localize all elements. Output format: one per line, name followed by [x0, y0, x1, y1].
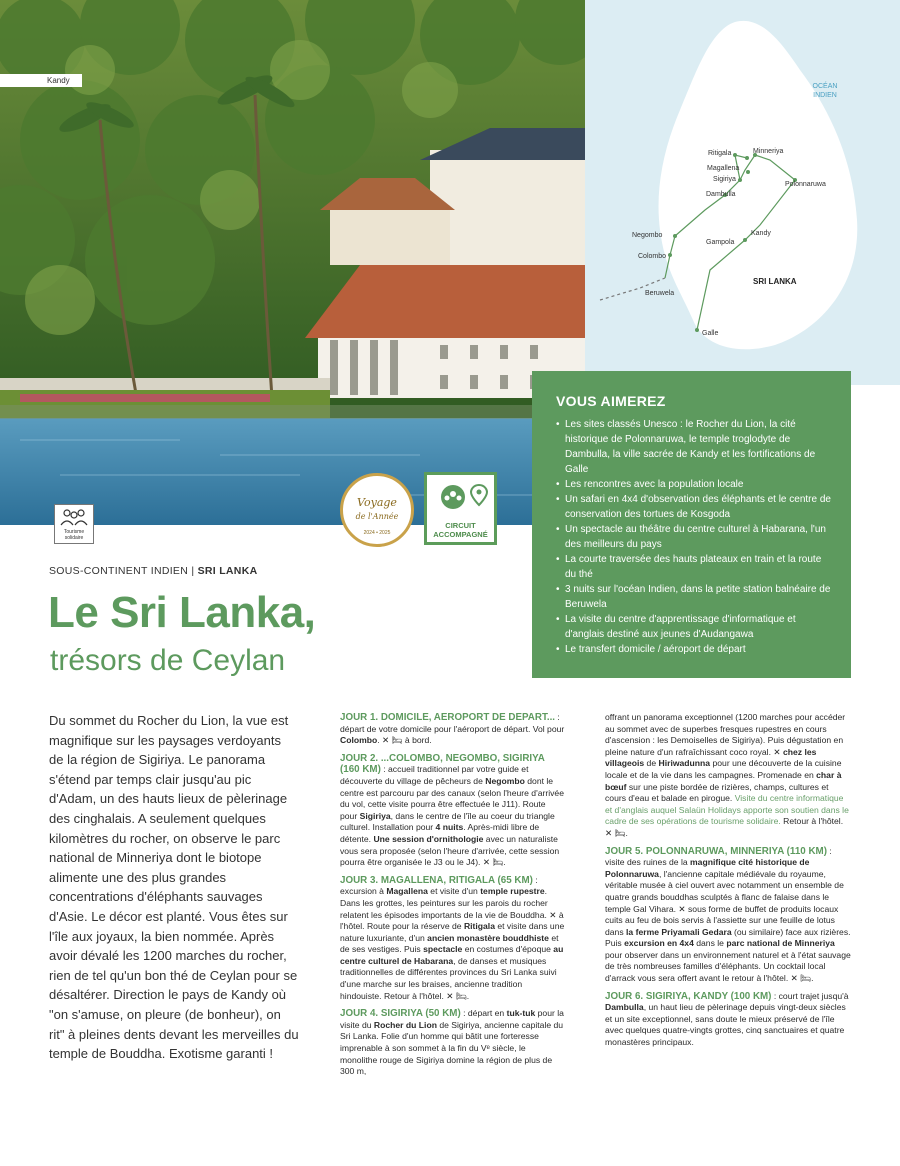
day-2: JOUR 2. ...COLOMBO, NEGOMBO, SIGIRIYA (160 KM) : accueil traditionnel par votre guide et découverte du village de pêcheurs de Negombo dont le centre est parcouru par des canaux (selon l'heure d'arrivée du vol, cette visite pourra être effectuée le J11). Route pour Sigiriya, dans le centre de l'île au coeur du triangle culturel. Installation pour 4 nuits. Après-midi libre de détente. Une session d'ornithologie avec un naturaliste vous sera proposée (selon l'heure d'arrivée, cette session pourra être organisée le J3 ou le J4). ✕ 🛏.: [340, 752, 564, 868]
day-6: JOUR 6. SIGIRIYA, KANDY (100 KM) : court trajet jusqu'à Dambulla, un haut lieu de pèlerinage depuis vingt-deux siècles et un site exceptionnel, sans doute le mieux préservé de l'île avec quelques quatre-vingts grottes, cinq sanctuaires et quatre monastères principaux.: [605, 990, 849, 1048]
highlights-list: [556, 417, 835, 657]
highlight-item: • Le transfert domicile / aéroport de départ: [556, 642, 835, 657]
map-city-kandy: Kandy: [751, 230, 771, 237]
annee-label: de l'Année: [355, 512, 399, 521]
map-city-sigiriya: Sigiriya: [713, 176, 736, 183]
day-distance: (110 KM): [786, 845, 827, 857]
day-1: JOUR 1. DOMICILE, AEROPORT DE DEPART... : départ de votre domicile pour l'aéroport de départ. Vol pour Colombo. ✕ 🛏 à bord.: [340, 712, 565, 746]
page-title: Le Sri Lanka,: [48, 588, 316, 637]
day-title: JOUR 6. SIGIRIYA, KANDY: [605, 990, 729, 1002]
day-title: JOUR 3. MAGALLENA, RITIGALA: [340, 874, 496, 886]
highlight-item: • 3 nuits sur l'océan Indien, dans la petite station balnéaire de Beruwela: [556, 582, 835, 612]
highlight-item: • Un safari en 4x4 d'observation des éléphants et le centre de conservation des tortues de Kosgoda: [556, 492, 835, 522]
map-ocean-label: OCÉAN INDIEN: [812, 83, 838, 99]
map-country-label: SRI LANKA: [753, 277, 797, 286]
page-subtitle: trésors de Ceylan: [50, 644, 286, 677]
circuit-accompagne-badge: [424, 472, 497, 545]
day-distance: (100 KM): [730, 990, 772, 1002]
kandy-temple-illustration: [0, 0, 585, 525]
sri-lanka-map-shape: [585, 0, 900, 385]
map-city-magallena: Magallena: [707, 165, 740, 172]
day-5: JOUR 5. POLONNARUWA, MINNERIYA (110 KM) : visite des ruines de la magnifique cité historique de Polonnaruwa, l'ancienne capitale médiévale du royaume, véritable musée à ciel ouvert avec notamment un ensemble de quatre grands bouddhas sculptés à flanc de falaise dans le temple Gal Vihara. ✕ sous forme de buffet de produits locaux cuits au feu de bois servis à l'assiette sur une feuille de lotus dans la ferme Priyamali Gedara (ou similaire) face aux rizières. Puis excursion en 4x4 dans le parc national de Minneriya pour observer dans un environnement naturel et à l'état sauvage de très nombreuses familles d'éléphants. Un cocktail local d'arrack vous sera offert avant le retour à l'hôtel. ✕ 🛏.: [605, 845, 851, 984]
day-4-continued: offrant un panorama exceptionnel (1200 marches pour accéder au sommet avec de superbes fresques rupestres en cours d'ascension : les Demoiselles de Sigiriya). Puis dégustation en pleine nature d'un rafraîchissant coco royal. ✕ chez les villageois de Hiriwadunna pour une découverte de la cuisine locale et de la vie dans les campagnes. Promenade en char à bœuf sur une piste bordée de rizières, champs, cultures et cours d'eau et balade en pirogue. Visite du centre informatique et d'anglais auquel Salaün Holidays apporte son soutien dans le cadre de ses opérations de tourisme solidaire. Retour à l'hôtel. ✕ 🛏.: [605, 712, 849, 838]
day-title: JOUR 1. DOMICILE, AEROPORT DE DEPART...: [340, 712, 556, 723]
solidaire-note: Visite du centre informatique et d'anglais auquel Salaün Holidays apporte son soutien dans le cadre de ses opérations de tourisme solidaire.: [605, 793, 849, 827]
day-distance: (50 KM): [425, 1008, 461, 1020]
vous-aimerez-box: [532, 371, 851, 678]
hero-photo: [0, 0, 585, 525]
day-3: JOUR 3. MAGALLENA, RITIGALA (65 KM) : excursion à Magallena et visite d'un temple rupestre. Dans les grottes, les peintures sur les parois du rocher relatent les épisodes importants de la vie de Bouddha. ✕ à l'hôtel. Route pour la réserve de Ritigala et visite dans une nature luxuriante, d'un ancien monastère bouddhiste et de ses vestiges. Puis spectacle en costumes d'époque au centre culturel de Habarana, de danses et musiques traditionnelles de différentes provinces du Sri Lanka suivi d'une marche sur les braises, ancienne tradition hindouiste. Retour à l'hôtel. ✕ 🛏.: [340, 874, 565, 1001]
voyage-label: Voyage: [357, 496, 397, 509]
map-city-polonnaruwa: Polonnaruwa: [785, 181, 826, 188]
highlight-item: • La courte traversée des hauts plateaux en train et la route du thé: [556, 552, 835, 582]
day-title: JOUR 2. ...COLOMBO, NEGOMBO, SIGIRIYA: [340, 752, 545, 764]
map-city-negombo: Negombo: [632, 232, 663, 239]
day-distance: (160 KM): [340, 764, 381, 776]
route-map: [585, 0, 900, 385]
day-title: JOUR 5. POLONNARUWA, MINNERIYA: [605, 845, 785, 857]
guided-group-icon: [431, 479, 491, 519]
highlight-item: • La visite du centre d'apprentissage d'informatique et d'anglais destiné aux jeunes d'Audangawa: [556, 612, 835, 642]
map-city-galle: Galle: [702, 330, 719, 337]
highlight-item: • Les sites classés Unesco : le Rocher du Lion, la cité historique de Polonnaruwa, le temple troglodyte de Dambulla, la ville sacrée de Kandy et les fortifications de Galle: [556, 417, 835, 477]
voyage-years: 2024 • 2025: [363, 530, 391, 536]
map-city-dambulla: Dambulla: [706, 191, 736, 198]
map-city-ritigala: Ritigala: [708, 150, 732, 157]
intro-paragraph: Du sommet du Rocher du Lion, la vue est magnifique sur les paysages verdoyants de la région de Sigiriya. Le panorama s'étend par temps clair jusqu'au pic d'Adam, un des hauts lieux de pèlerinage des cinghalais. A seulement quelques kilomètres du rocher, on observe le parc national de Minneriya dont le biotope alimente une des plus grandes concentrations d'éléphants sauvages d'Asie. Le décor est planté. Vous êtes sur l'île aux joyaux, la bien nommée. Après avoir dévalé les 1200 marches du rocher, rien de tel qu'un bon thé de Ceylan pour se désaltérer. Direction le pays de Kandy où "on s'amuse, on pleure (de bonheur), on rit" à pleines dents devant les merveilles du temple de Bouddha. Exotisme garanti !: [49, 713, 299, 1062]
map-city-beruwela: Beruwela: [645, 290, 675, 297]
highlight-item: • Un spectacle au théâtre du centre culturel à Habarana, l'un des meilleurs du pays: [556, 522, 835, 552]
day-4: JOUR 4. SIGIRIYA (50 KM) : départ en tuk-tuk pour la visite du Rocher du Lion de Sigiriya, ancienne capitale du Sri Lanka. Folie d'un homme qui bâtit une forteresse imprenable à son sommet à la fin du Vᵉ siècle, le monolithe rouge de Sigiriya domine la région de plus de 300 m,: [340, 1008, 564, 1077]
day-title: JOUR 4. SIGIRIYA: [340, 1008, 423, 1020]
circuit-label: CIRCUIT ACCOMPAGNÉ: [433, 521, 488, 539]
day-distance: (65 KM): [497, 874, 533, 886]
tourisme-solidaire-label: Tourisme solidaire: [63, 529, 85, 541]
section-breadcrumb: SOUS-CONTINENT INDIEN | SRI LANKA: [49, 565, 258, 577]
itinerary-column-2: [605, 712, 851, 1055]
map-city-gampola: Gampola: [706, 239, 735, 246]
itinerary-column-1: [340, 712, 565, 1084]
voyage-annee-badge: [340, 473, 414, 547]
photo-caption: Kandy: [0, 74, 82, 87]
people-group-icon: [55, 505, 93, 529]
vous-aimerez-heading: VOUS AIMEREZ: [556, 393, 666, 409]
highlight-item: • Les rencontres avec la population locale: [556, 477, 835, 492]
map-city-minneriya: Minneriya: [753, 148, 784, 155]
map-city-colombo: Colombo: [638, 253, 667, 260]
tourisme-solidaire-badge: [54, 504, 94, 544]
